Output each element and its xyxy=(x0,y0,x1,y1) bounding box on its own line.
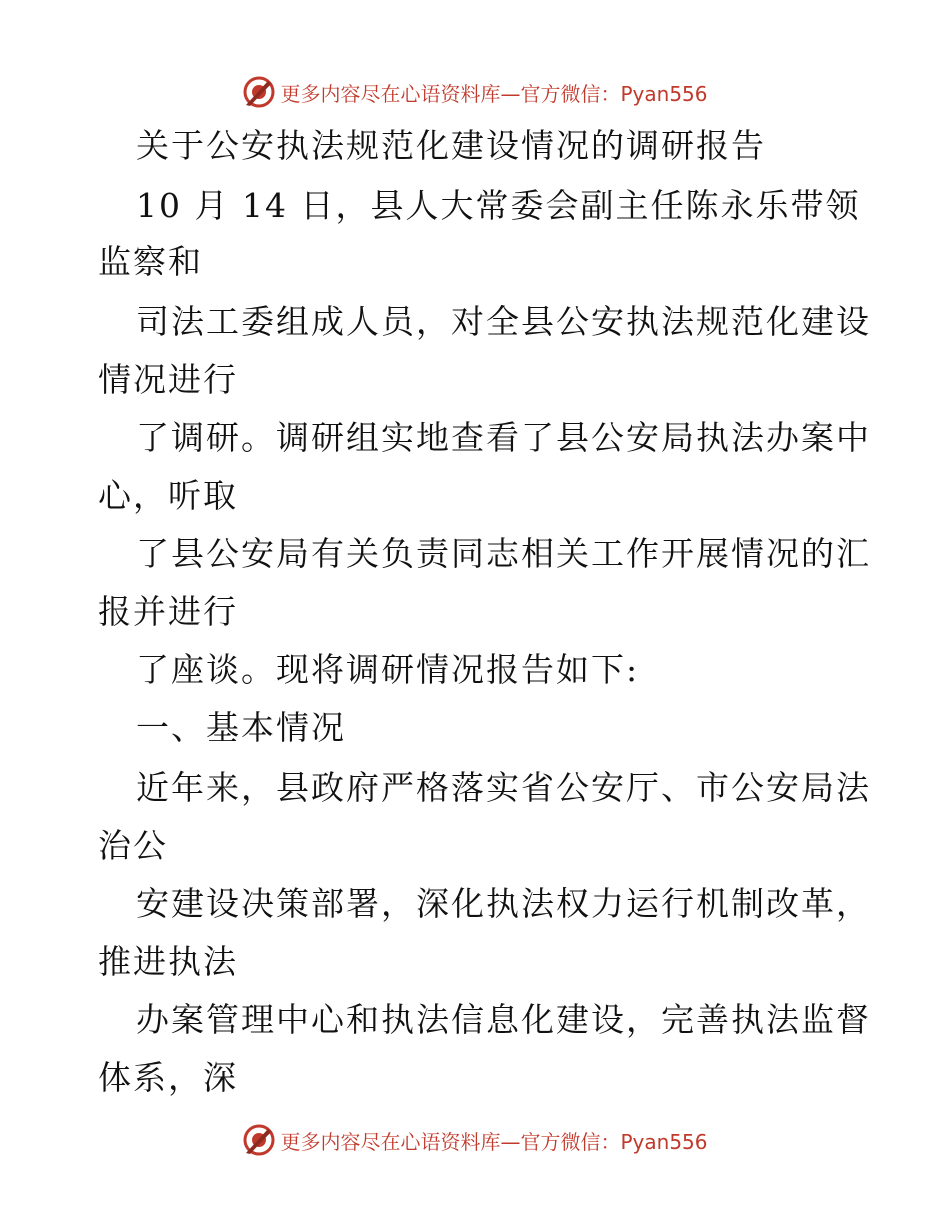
footer-wechat-id: Pyan556 xyxy=(620,1129,708,1154)
paragraph-line: 心，听取 xyxy=(98,476,238,515)
paragraph-line: 体系，深 xyxy=(98,1058,238,1097)
paragraph-line: 办案管理中心和执法信息化建设，完善执法监督 xyxy=(136,1000,871,1039)
document-title: 关于公安执法规范化建设情况的调研报告 xyxy=(136,126,766,165)
paragraph-line: 近年来，县政府严格落实省公安厅、市公安局法 xyxy=(136,768,871,807)
header-banner-label: 更多内容尽在心语资料库—官方微信： xyxy=(280,81,621,106)
paragraph-line: 司法工委组成人员，对全县公安执法规范化建设 xyxy=(136,302,871,341)
footer-banner xyxy=(0,1120,950,1160)
paragraph-line: 推进执法 xyxy=(98,942,238,981)
paragraph-line: 治公 xyxy=(98,826,168,865)
paragraph-line: 了县公安局有关负责同志相关工作开展情况的汇 xyxy=(136,534,871,573)
header-wechat-id: Pyan556 xyxy=(620,81,708,106)
paragraph-line: 10 月 14 日，县人大常委会副主任陈永乐带领 xyxy=(136,186,861,225)
footer-banner-text xyxy=(280,1126,707,1155)
paragraph-line: 了调研。调研组实地查看了县公安局执法办案中 xyxy=(136,418,871,457)
header-banner-text xyxy=(280,78,707,107)
footer-banner-label: 更多内容尽在心语资料库—官方微信： xyxy=(280,1129,621,1154)
quill-seal-icon xyxy=(242,1123,276,1157)
header-banner xyxy=(0,72,950,112)
section-heading: 一、基本情况 xyxy=(136,708,346,747)
paragraph-line: 报并进行 xyxy=(98,592,238,631)
paragraph-line: 情况进行 xyxy=(98,360,238,399)
paragraph-line: 监察和 xyxy=(98,242,203,281)
paragraph-line: 了座谈。现将调研情况报告如下: xyxy=(136,650,640,689)
quill-seal-icon xyxy=(242,75,276,109)
paragraph-line: 安建设决策部署，深化执法权力运行机制改革， xyxy=(136,884,871,923)
